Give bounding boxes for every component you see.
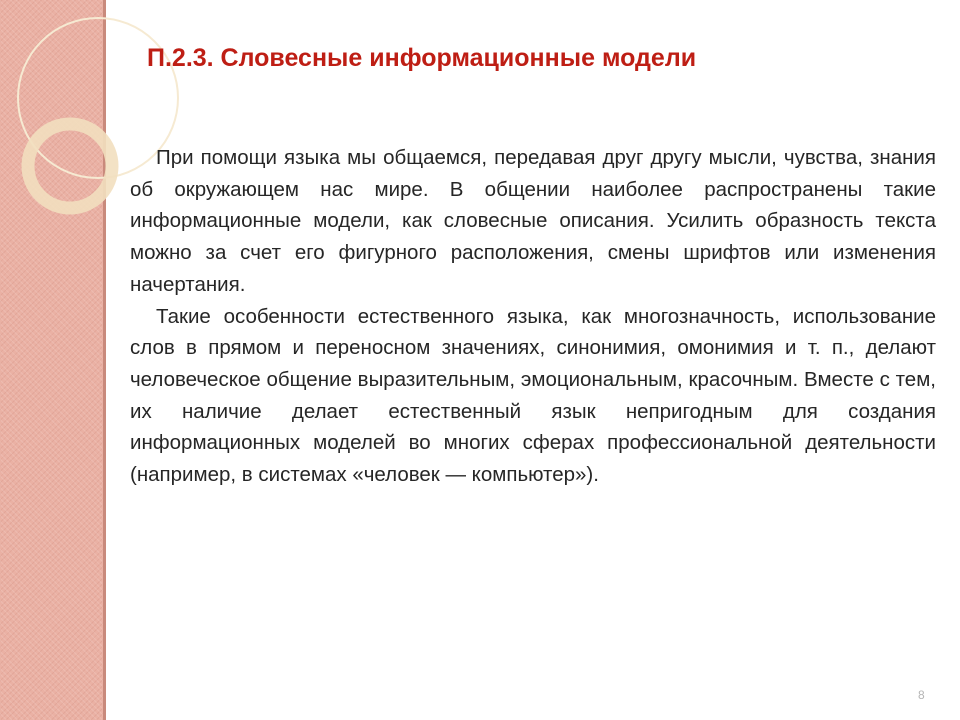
decorative-ring-small [28, 124, 112, 208]
slide-title: П.2.3. Словесные информационные модели [147, 44, 697, 72]
body-text [130, 142, 936, 491]
page-number: 8 [918, 688, 925, 702]
paragraph-2: Такие особенности естественного языка, как многозначность, использование слов в прямом и переносном значениях, синонимия, омонимия и т. п., делают человеческое общение выразительным, эмоциональным, красочным. Вместе с тем, их наличие делает естественный язык непригодным для создания информационных моделей во многих сферах профессиональной деятельности (например, в системах «человек — компьютер»). [130, 304, 936, 487]
paragraph-1: При помощи языка мы общаемся, передавая друг другу мысли, чувства, знания об окружающем нас мире. В общении наиболее распространены такие информационные модели, как словесные описания. Усилить образность текста можно за счет его фигурного расположения, смены шрифтов или изменения начертания. [130, 146, 936, 296]
